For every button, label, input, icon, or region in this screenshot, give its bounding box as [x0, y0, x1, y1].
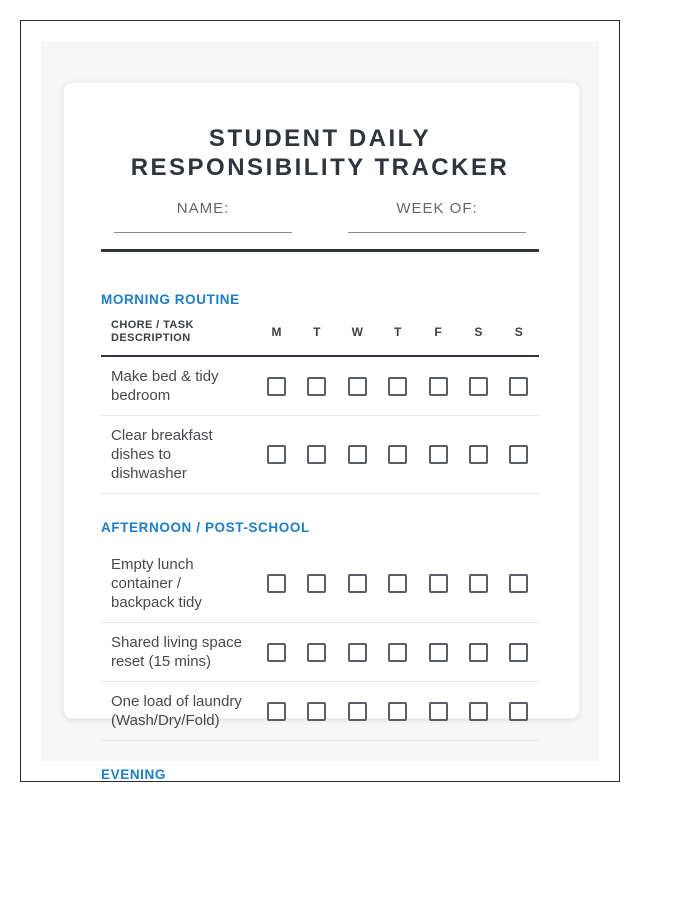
header-divider	[101, 249, 539, 252]
day-headers	[254, 325, 539, 339]
checkbox-s1-r0-d3[interactable]	[388, 574, 407, 593]
checkbox-s0-r1-d2[interactable]	[348, 445, 367, 464]
checkbox-s0-r1-d0[interactable]	[267, 445, 286, 464]
checkbox-s0-r1-d4[interactable]	[429, 445, 448, 464]
checkbox-s1-r1-d4[interactable]	[429, 643, 448, 662]
checkbox-s0-r1-d1[interactable]	[307, 445, 326, 464]
checkbox-s1-r0-d0[interactable]	[267, 574, 286, 593]
checkbox-s0-r1-d5[interactable]	[469, 445, 488, 464]
sections-host	[101, 292, 539, 782]
task-row	[101, 416, 539, 494]
page-title: STUDENT DAILY RESPONSIBILITY TRACKER	[130, 125, 510, 181]
checkbox-s0-r0-d0[interactable]	[267, 377, 286, 396]
day-header-2: W	[351, 325, 363, 339]
task-row	[101, 357, 539, 416]
task-row	[101, 623, 539, 682]
checkbox-s1-r2-d0[interactable]	[267, 702, 286, 721]
table-header-row	[101, 319, 539, 357]
task-section	[101, 292, 539, 494]
task-section	[101, 520, 539, 741]
section-title: AFTERNOON / POST-SCHOOL	[101, 520, 310, 535]
task-rows	[101, 545, 539, 741]
checkbox-s0-r0-d2[interactable]	[348, 377, 367, 396]
day-header-3: T	[393, 325, 402, 339]
checkbox-s1-r1-d5[interactable]	[469, 643, 488, 662]
checkbox-cells	[254, 643, 539, 662]
section-title: MORNING ROUTINE	[101, 292, 240, 307]
checkbox-s1-r0-d2[interactable]	[348, 574, 367, 593]
checkbox-s0-r0-d4[interactable]	[429, 377, 448, 396]
checkbox-s0-r0-d5[interactable]	[469, 377, 488, 396]
checkbox-s1-r1-d6[interactable]	[509, 643, 528, 662]
task-row	[101, 545, 539, 623]
week-of-input-line[interactable]	[348, 217, 526, 233]
task-rows	[101, 357, 539, 494]
name-label: NAME:	[176, 200, 230, 217]
print-page-border	[20, 20, 620, 782]
day-header-6: S	[514, 325, 523, 339]
task-description: One load of laundry (Wash/Dry/Fold)	[111, 693, 242, 729]
checkbox-s1-r2-d6[interactable]	[509, 702, 528, 721]
checkbox-s1-r0-d5[interactable]	[469, 574, 488, 593]
tracker-content	[101, 124, 539, 792]
task-column-header: CHORE / TASK DESCRIPTION	[111, 319, 194, 344]
task-row	[101, 682, 539, 741]
week-of-field	[335, 200, 539, 233]
task-description: Make bed & tidy bedroom	[111, 368, 219, 404]
task-description: Shared living space reset (15 mins)	[111, 634, 242, 670]
checkbox-cells	[254, 377, 539, 396]
checkbox-s0-r0-d3[interactable]	[388, 377, 407, 396]
name-input-line[interactable]	[114, 217, 292, 233]
checkbox-s1-r2-d1[interactable]	[307, 702, 326, 721]
checkbox-s1-r2-d2[interactable]	[348, 702, 367, 721]
checkbox-s1-r1-d0[interactable]	[267, 643, 286, 662]
day-header-5: S	[474, 325, 483, 339]
checkbox-s1-r0-d6[interactable]	[509, 574, 528, 593]
checkbox-s1-r2-d4[interactable]	[429, 702, 448, 721]
day-header-1: T	[313, 325, 321, 339]
day-header-0: M	[271, 325, 282, 339]
section-title: EVENING	[101, 767, 166, 782]
checkbox-s1-r1-d1[interactable]	[307, 643, 326, 662]
checkbox-s1-r2-d5[interactable]	[469, 702, 488, 721]
checkbox-cells	[254, 702, 539, 721]
task-section	[101, 767, 539, 782]
checkbox-s0-r1-d3[interactable]	[388, 445, 407, 464]
checkbox-s0-r0-d1[interactable]	[307, 377, 326, 396]
checkbox-s1-r0-d1[interactable]	[307, 574, 326, 593]
checkbox-s0-r1-d6[interactable]	[509, 445, 528, 464]
name-field	[101, 200, 305, 233]
checkbox-cells	[254, 574, 539, 593]
day-header-4: F	[434, 325, 442, 339]
checkbox-s1-r1-d2[interactable]	[348, 643, 367, 662]
task-description: Empty lunch container / backpack tidy	[111, 556, 202, 611]
checkbox-s1-r1-d3[interactable]	[388, 643, 407, 662]
header-fields	[101, 200, 539, 233]
week-of-label: WEEK OF:	[396, 200, 478, 217]
checkbox-s1-r2-d3[interactable]	[388, 702, 407, 721]
checkbox-s1-r0-d4[interactable]	[429, 574, 448, 593]
checkbox-s0-r0-d6[interactable]	[509, 377, 528, 396]
checkbox-cells	[254, 445, 539, 464]
task-description: Clear breakfast dishes to dishwasher	[111, 427, 213, 482]
